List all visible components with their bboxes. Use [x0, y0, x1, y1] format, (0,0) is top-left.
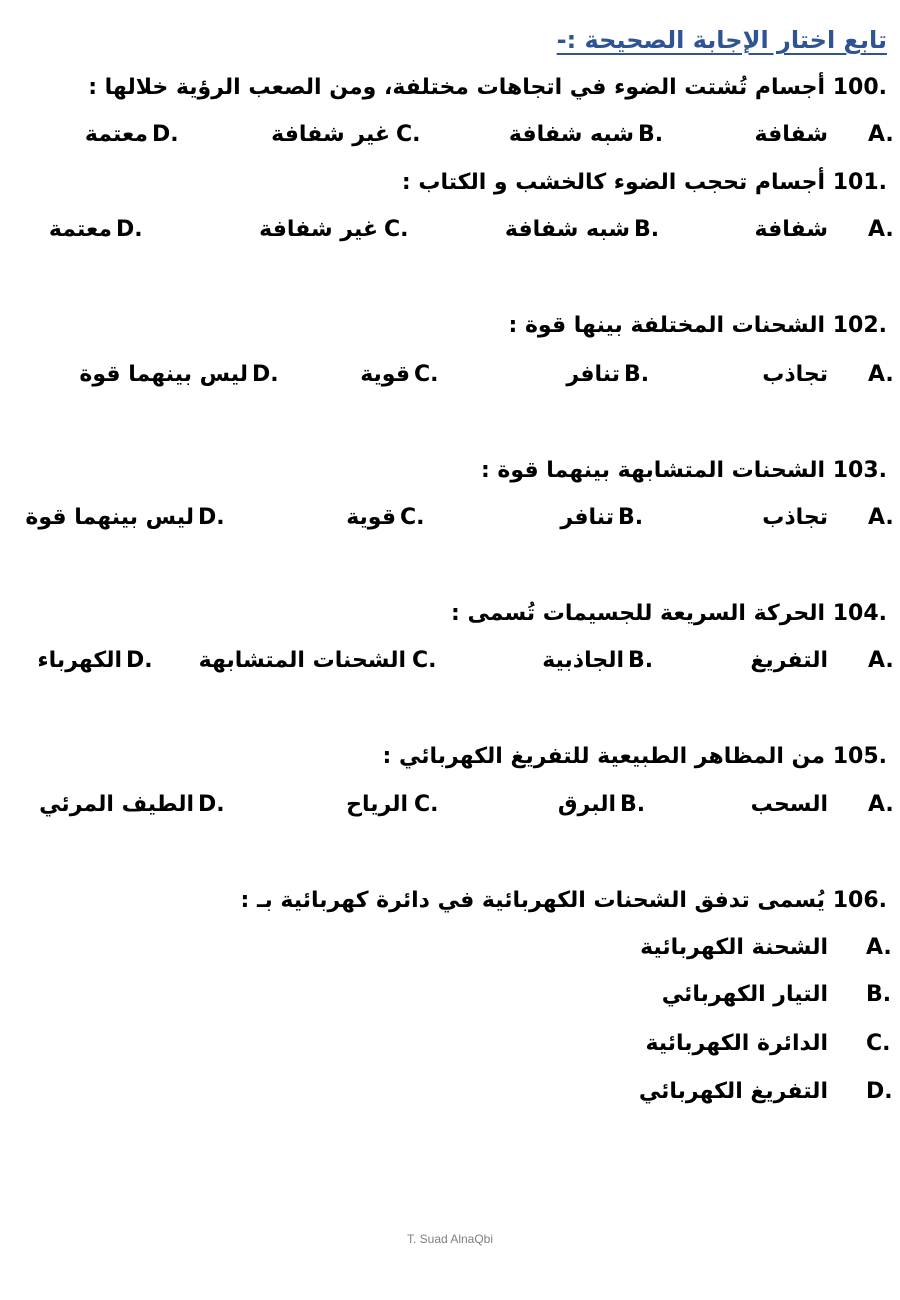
option-letter-b: B.: [634, 217, 660, 242]
option-c[interactable]: الرياح: [346, 792, 408, 817]
question-text: الشحنات المختلفة بينها قوة :: [508, 313, 826, 338]
option-c[interactable]: الدائرة الكهربائية: [645, 1031, 828, 1056]
option-letter-a: A.: [868, 362, 894, 387]
question-102: [508, 311, 887, 341]
option-a[interactable]: السحب: [750, 792, 828, 817]
option-b[interactable]: شبه شفافة: [504, 217, 630, 242]
option-letter-b: B.: [620, 792, 646, 817]
option-letter-b: B.: [638, 122, 664, 147]
option-c[interactable]: الشحنات المتشابهة: [198, 648, 406, 673]
option-letter-d: D.: [198, 505, 225, 530]
question-number: 105.: [832, 744, 887, 769]
question-number: 101.: [832, 170, 887, 195]
option-b[interactable]: تنافر: [566, 362, 620, 387]
option-letter-c: C.: [412, 648, 437, 673]
option-a[interactable]: شفافة: [754, 122, 828, 147]
option-letter-d: D.: [198, 792, 225, 817]
question-number: 104.: [832, 601, 887, 626]
option-letter-d: D.: [866, 1079, 893, 1104]
option-letter-a: A.: [868, 505, 894, 530]
page-title: تابع اختار الإجابة الصحيحة :-: [556, 26, 887, 54]
option-letter-c: C.: [384, 217, 409, 242]
question-text: الحركة السريعة للجسيمات تُسمى :: [451, 601, 826, 626]
option-b[interactable]: الجاذبية: [542, 648, 624, 673]
option-d[interactable]: معتمة: [84, 122, 148, 147]
option-b[interactable]: تنافر: [560, 505, 614, 530]
option-d[interactable]: الطيف المرئي: [39, 792, 194, 817]
option-letter-c: C.: [866, 1031, 891, 1056]
option-letter-a: A.: [868, 792, 894, 817]
option-d[interactable]: ليس بينهما قوة: [79, 362, 248, 387]
question-101: [402, 168, 887, 198]
question-106: [241, 886, 888, 916]
footer-author: T. Suad AlnaQbi: [406, 1232, 494, 1246]
option-letter-b: B.: [618, 505, 644, 530]
option-d[interactable]: ليس بينهما قوة: [25, 505, 194, 530]
option-a[interactable]: الشحنة الكهربائية: [640, 935, 828, 960]
option-a[interactable]: التفريغ: [750, 648, 828, 673]
option-letter-c: C.: [414, 792, 439, 817]
option-letter-a: A.: [868, 217, 894, 242]
option-letter-d: D.: [126, 648, 153, 673]
option-letter-a: A.: [866, 935, 892, 960]
option-a[interactable]: تجاذب: [762, 362, 828, 387]
option-letter-a: A.: [868, 122, 894, 147]
option-c[interactable]: غير شفافة: [259, 217, 378, 242]
option-letter-d: D.: [252, 362, 279, 387]
question-text: أجسام تحجب الضوء كالخشب و الكتاب :: [401, 170, 826, 195]
option-b[interactable]: البرق: [557, 792, 616, 817]
option-d[interactable]: معتمة: [48, 217, 112, 242]
question-number: 106.: [832, 888, 887, 913]
option-letter-c: C.: [400, 505, 425, 530]
question-text: من المظاهر الطبيعية للتفريغ الكهربائي :: [382, 744, 826, 769]
option-letter-b: B.: [628, 648, 654, 673]
question-number: 102.: [832, 313, 887, 338]
question-103: [481, 456, 887, 486]
option-letter-a: A.: [868, 648, 894, 673]
option-letter-c: C.: [414, 362, 439, 387]
option-letter-b: B.: [624, 362, 650, 387]
question-text: أجسام تُشتت الضوء في اتجاهات مختلفة، ومن الصعب الرؤية خلالها :: [88, 75, 826, 100]
question-text: الشحنات المتشابهة بينهما قوة :: [480, 458, 826, 483]
option-letter-c: C.: [396, 122, 421, 147]
question-100: [88, 73, 887, 103]
option-b[interactable]: التيار الكهربائي: [661, 982, 828, 1007]
option-letter-d: D.: [116, 217, 143, 242]
option-d[interactable]: التفريغ الكهربائي: [638, 1079, 828, 1104]
option-a[interactable]: تجاذب: [762, 505, 828, 530]
option-letter-b: B.: [866, 982, 892, 1007]
option-d[interactable]: الكهرباء: [37, 648, 122, 673]
question-105: [383, 742, 887, 772]
question-number: 103.: [832, 458, 887, 483]
question-text: يُسمى تدفق الشحنات الكهربائية في دائرة كهربائية بـ :: [240, 888, 826, 913]
question-104: [451, 599, 887, 629]
option-letter-d: D.: [152, 122, 179, 147]
option-c[interactable]: قوية: [346, 505, 396, 530]
option-a[interactable]: شفافة: [754, 217, 828, 242]
option-c[interactable]: قوية: [360, 362, 410, 387]
question-number: 100.: [832, 75, 887, 100]
option-b[interactable]: شبه شفافة: [508, 122, 634, 147]
option-c[interactable]: غير شفافة: [271, 122, 390, 147]
